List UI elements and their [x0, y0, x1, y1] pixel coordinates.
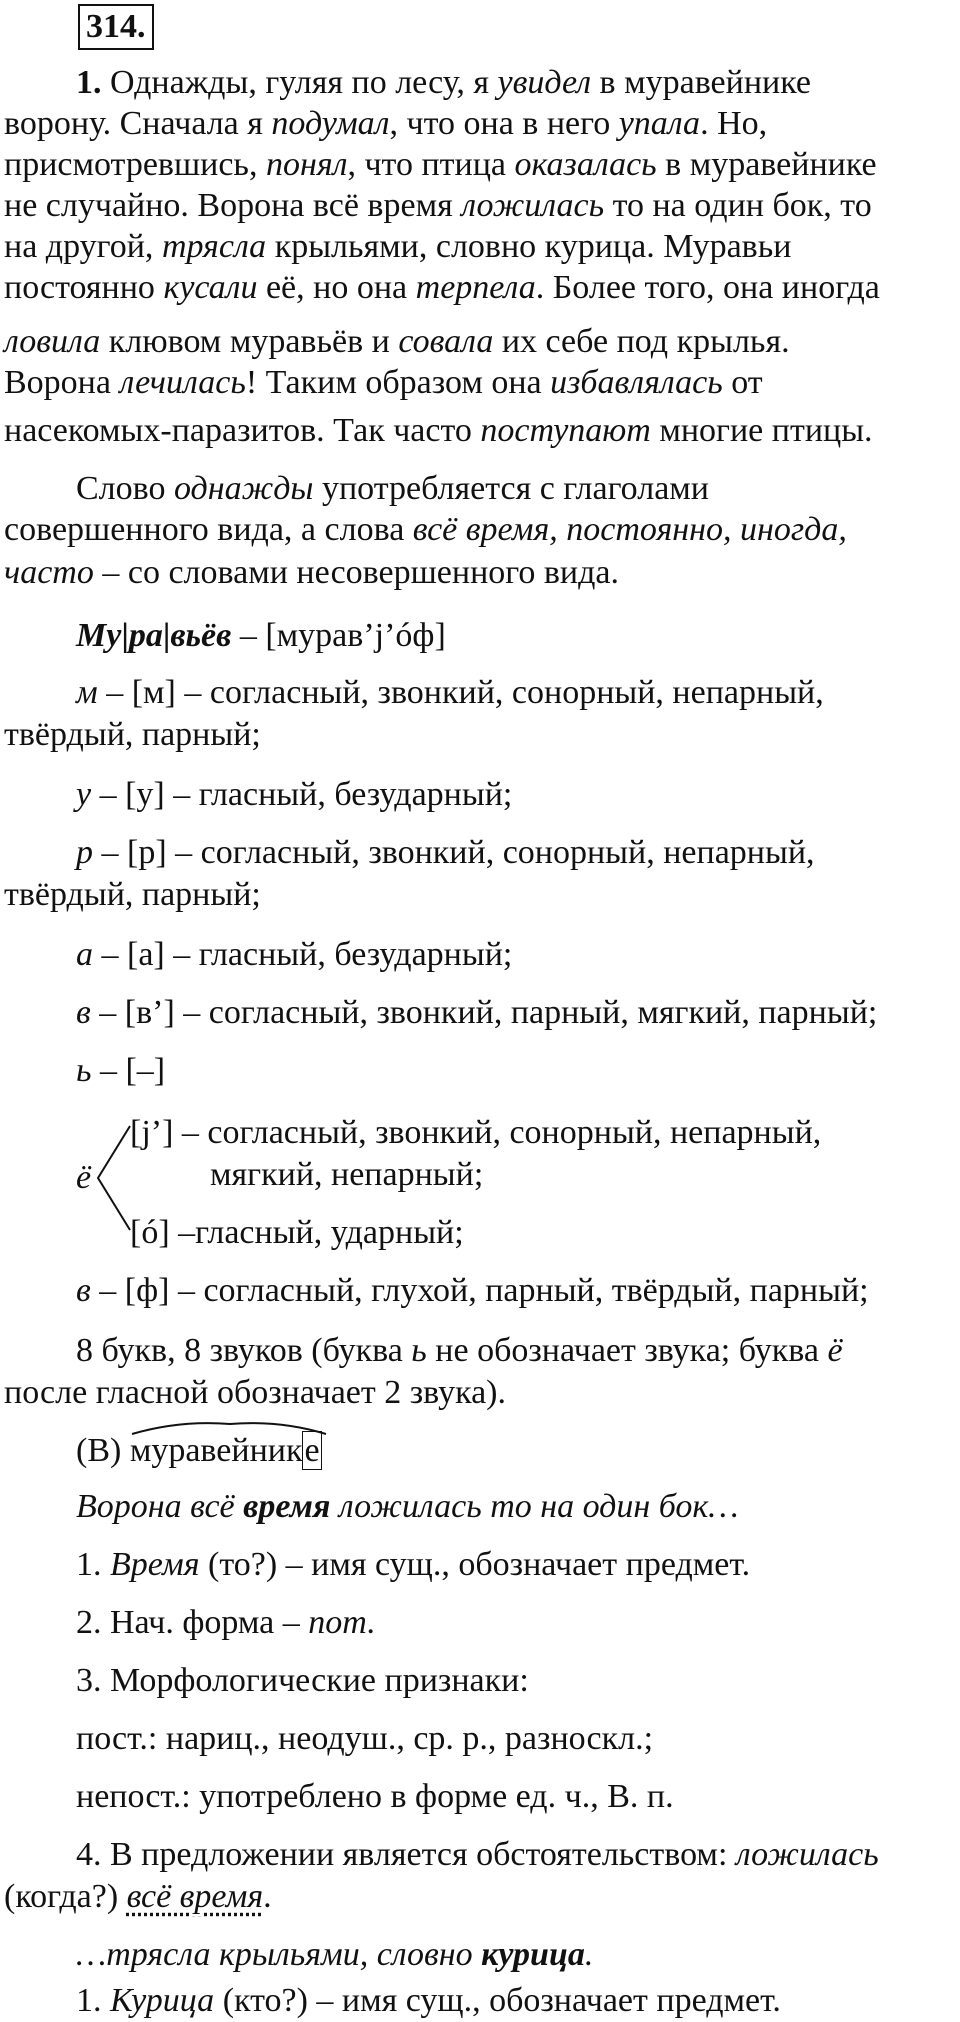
text-run: в муравейнике	[591, 64, 812, 101]
text-run: 1.	[76, 1546, 110, 1583]
text-line: после гласной обозначает 2 звука).	[4, 1374, 506, 1411]
text-line	[4, 509, 956, 551]
text-run: (кто?) – имя сущ., обозначает предмет.	[214, 1982, 781, 2019]
text-run: в муравейнике	[656, 146, 877, 183]
text-line	[76, 1544, 956, 1586]
text-line	[76, 1330, 956, 1372]
text-line	[76, 62, 956, 104]
text-run: Ворона всё	[76, 1488, 244, 1525]
text-run: Ворона	[4, 364, 120, 401]
text-run: кусали	[163, 269, 258, 306]
morphemic-analysis: (В) муравейнике	[76, 1430, 956, 1472]
text-run: , что она в него	[389, 105, 619, 142]
yo-line: [j’] – согласный, звонкий, сонорный, непарный,	[130, 1114, 822, 1151]
yo-letter: ё	[76, 1159, 92, 1196]
text-run: на другой,	[4, 228, 162, 265]
text-run: Курица	[110, 1982, 215, 2019]
text-run: пот.	[308, 1604, 376, 1641]
text-run: – со словами несовершенного вида.	[93, 554, 619, 591]
text-run: оказалась	[514, 146, 657, 183]
text-run: присмотревшись,	[4, 146, 266, 183]
text-run: лечилась	[119, 364, 246, 401]
text-run: увидел	[497, 64, 592, 101]
text-run: Время	[110, 1546, 200, 1583]
text-run: ловила	[4, 323, 101, 360]
text-run: совала	[398, 323, 494, 360]
text-line	[4, 226, 956, 268]
text-run: ! Таким образом она	[245, 364, 551, 401]
morph-stem: муравейник	[130, 1430, 303, 1472]
text-line: пост.: нариц., неодуш., ср. р., разноскл.;	[76, 1720, 654, 1757]
text-line: непост.: употреблено в форме ед. ч., В. п.	[76, 1778, 674, 1815]
text-run: не обозначает звука; буква	[426, 1332, 828, 1369]
text-run: ё	[827, 1332, 843, 1369]
phonetic-row: в – [в’] – согласный, звонкий, парный, мягкий, парный;	[76, 994, 878, 1031]
text-run: насекомых-паразитов. Так часто	[4, 412, 481, 449]
text-line	[76, 1934, 956, 1976]
text-line	[4, 552, 956, 594]
phonetic-row: в – [ф] – согласный, глухой, парный, твёрдый, парный;	[76, 1272, 869, 1309]
text-line	[4, 267, 956, 309]
text-run: однажды	[173, 470, 314, 507]
text-run: ложилась	[461, 187, 605, 224]
text-line	[4, 185, 956, 227]
text-run: .	[584, 1936, 594, 1973]
text-run: ворону. Сначала я	[4, 105, 272, 142]
text-run: постоянно	[4, 269, 164, 306]
phonetic-heading: Му|ра|вьёв – [мурав’j’óф]	[76, 617, 446, 654]
phonetic-row: у – [у] – гласный, безударный;	[76, 776, 513, 813]
phonetic-row-cont: твёрдый, парный;	[4, 876, 261, 913]
text-run: время	[243, 1488, 331, 1525]
text-line: 3. Морфологические признаки:	[76, 1662, 529, 1699]
text-line	[4, 362, 956, 404]
text-run: ь	[411, 1332, 427, 1369]
text-run: 8 букв, 8 звуков (буква	[76, 1332, 412, 1369]
yo-line: [ó] –гласный, ударный;	[130, 1214, 464, 1251]
text-run: …трясла крыльями, словно	[76, 1936, 482, 1973]
text-line	[76, 1486, 956, 1528]
item-number: 1.	[76, 64, 102, 101]
text-run: то на один бок, то	[604, 187, 872, 224]
text-run: трясла	[161, 228, 267, 265]
text-run: употребляется с глаголами	[313, 470, 710, 507]
text-run: , что птица	[347, 146, 515, 183]
text-run: многие птицы.	[650, 412, 873, 449]
morph-ending: е	[304, 1432, 320, 1469]
text-run: 2. Нач. форма –	[76, 1604, 309, 1641]
text-run: ложилась	[735, 1836, 879, 1873]
phonetic-row: р – [р] – согласный, звонкий, сонорный, непарный,	[76, 834, 815, 871]
phonetic-row-cont: твёрдый, парный;	[4, 716, 261, 753]
exercise-number: 314.	[78, 4, 154, 50]
text-run: курица	[481, 1936, 585, 1973]
text-run: избавлялась	[550, 364, 723, 401]
text-run: Однажды, гуляя по лесу, я	[101, 64, 498, 101]
text-run: не случайно. Ворона всё время	[4, 187, 462, 224]
text-line	[76, 1834, 956, 1876]
text-run: её, но она	[257, 269, 416, 306]
phonetic-row: м – [м] – согласный, звонкий, сонорный, непарный,	[76, 674, 824, 711]
text-run: (то?) – имя сущ., обозначает предмет.	[199, 1546, 751, 1583]
phonetic-row: а – [а] – гласный, безударный;	[76, 936, 513, 973]
text-line	[76, 1980, 956, 2022]
text-line: (когда?) всё время.	[4, 1878, 272, 1915]
text-line	[76, 1602, 956, 1644]
text-run: 4. В предложении является обстоятельством:	[76, 1836, 736, 1873]
text-run: . Но,	[700, 105, 768, 142]
text-run: ложилась то на один бок…	[330, 1488, 739, 1525]
text-run: подумал	[271, 105, 390, 142]
text-run: клювом муравьёв и	[100, 323, 399, 360]
yo-line: мягкий, непарный;	[210, 1156, 484, 1193]
text-line	[4, 321, 956, 363]
text-run: терпела	[415, 269, 536, 306]
text-run: всё время, постоянно, иногда,	[412, 511, 847, 548]
text-run: поступают	[480, 412, 651, 449]
phonetic-row: ь – [–]	[76, 1052, 166, 1089]
text-run: . Более того, она иногда	[535, 269, 880, 306]
text-line	[4, 103, 956, 145]
text-run: от	[722, 364, 763, 401]
text-line	[76, 468, 956, 510]
text-run: упала	[618, 105, 701, 142]
text-run: их себе под крылья.	[493, 323, 790, 360]
text-run: понял	[265, 146, 348, 183]
text-run: крыльями, словно курица. Муравьи	[266, 228, 792, 265]
text-line	[4, 144, 956, 186]
text-run: 1.	[76, 1982, 110, 2019]
text-line	[4, 410, 956, 452]
text-run: совершенного вида, а слова	[4, 511, 413, 548]
text-run: Слово	[76, 470, 174, 507]
text-run: часто	[4, 554, 94, 591]
